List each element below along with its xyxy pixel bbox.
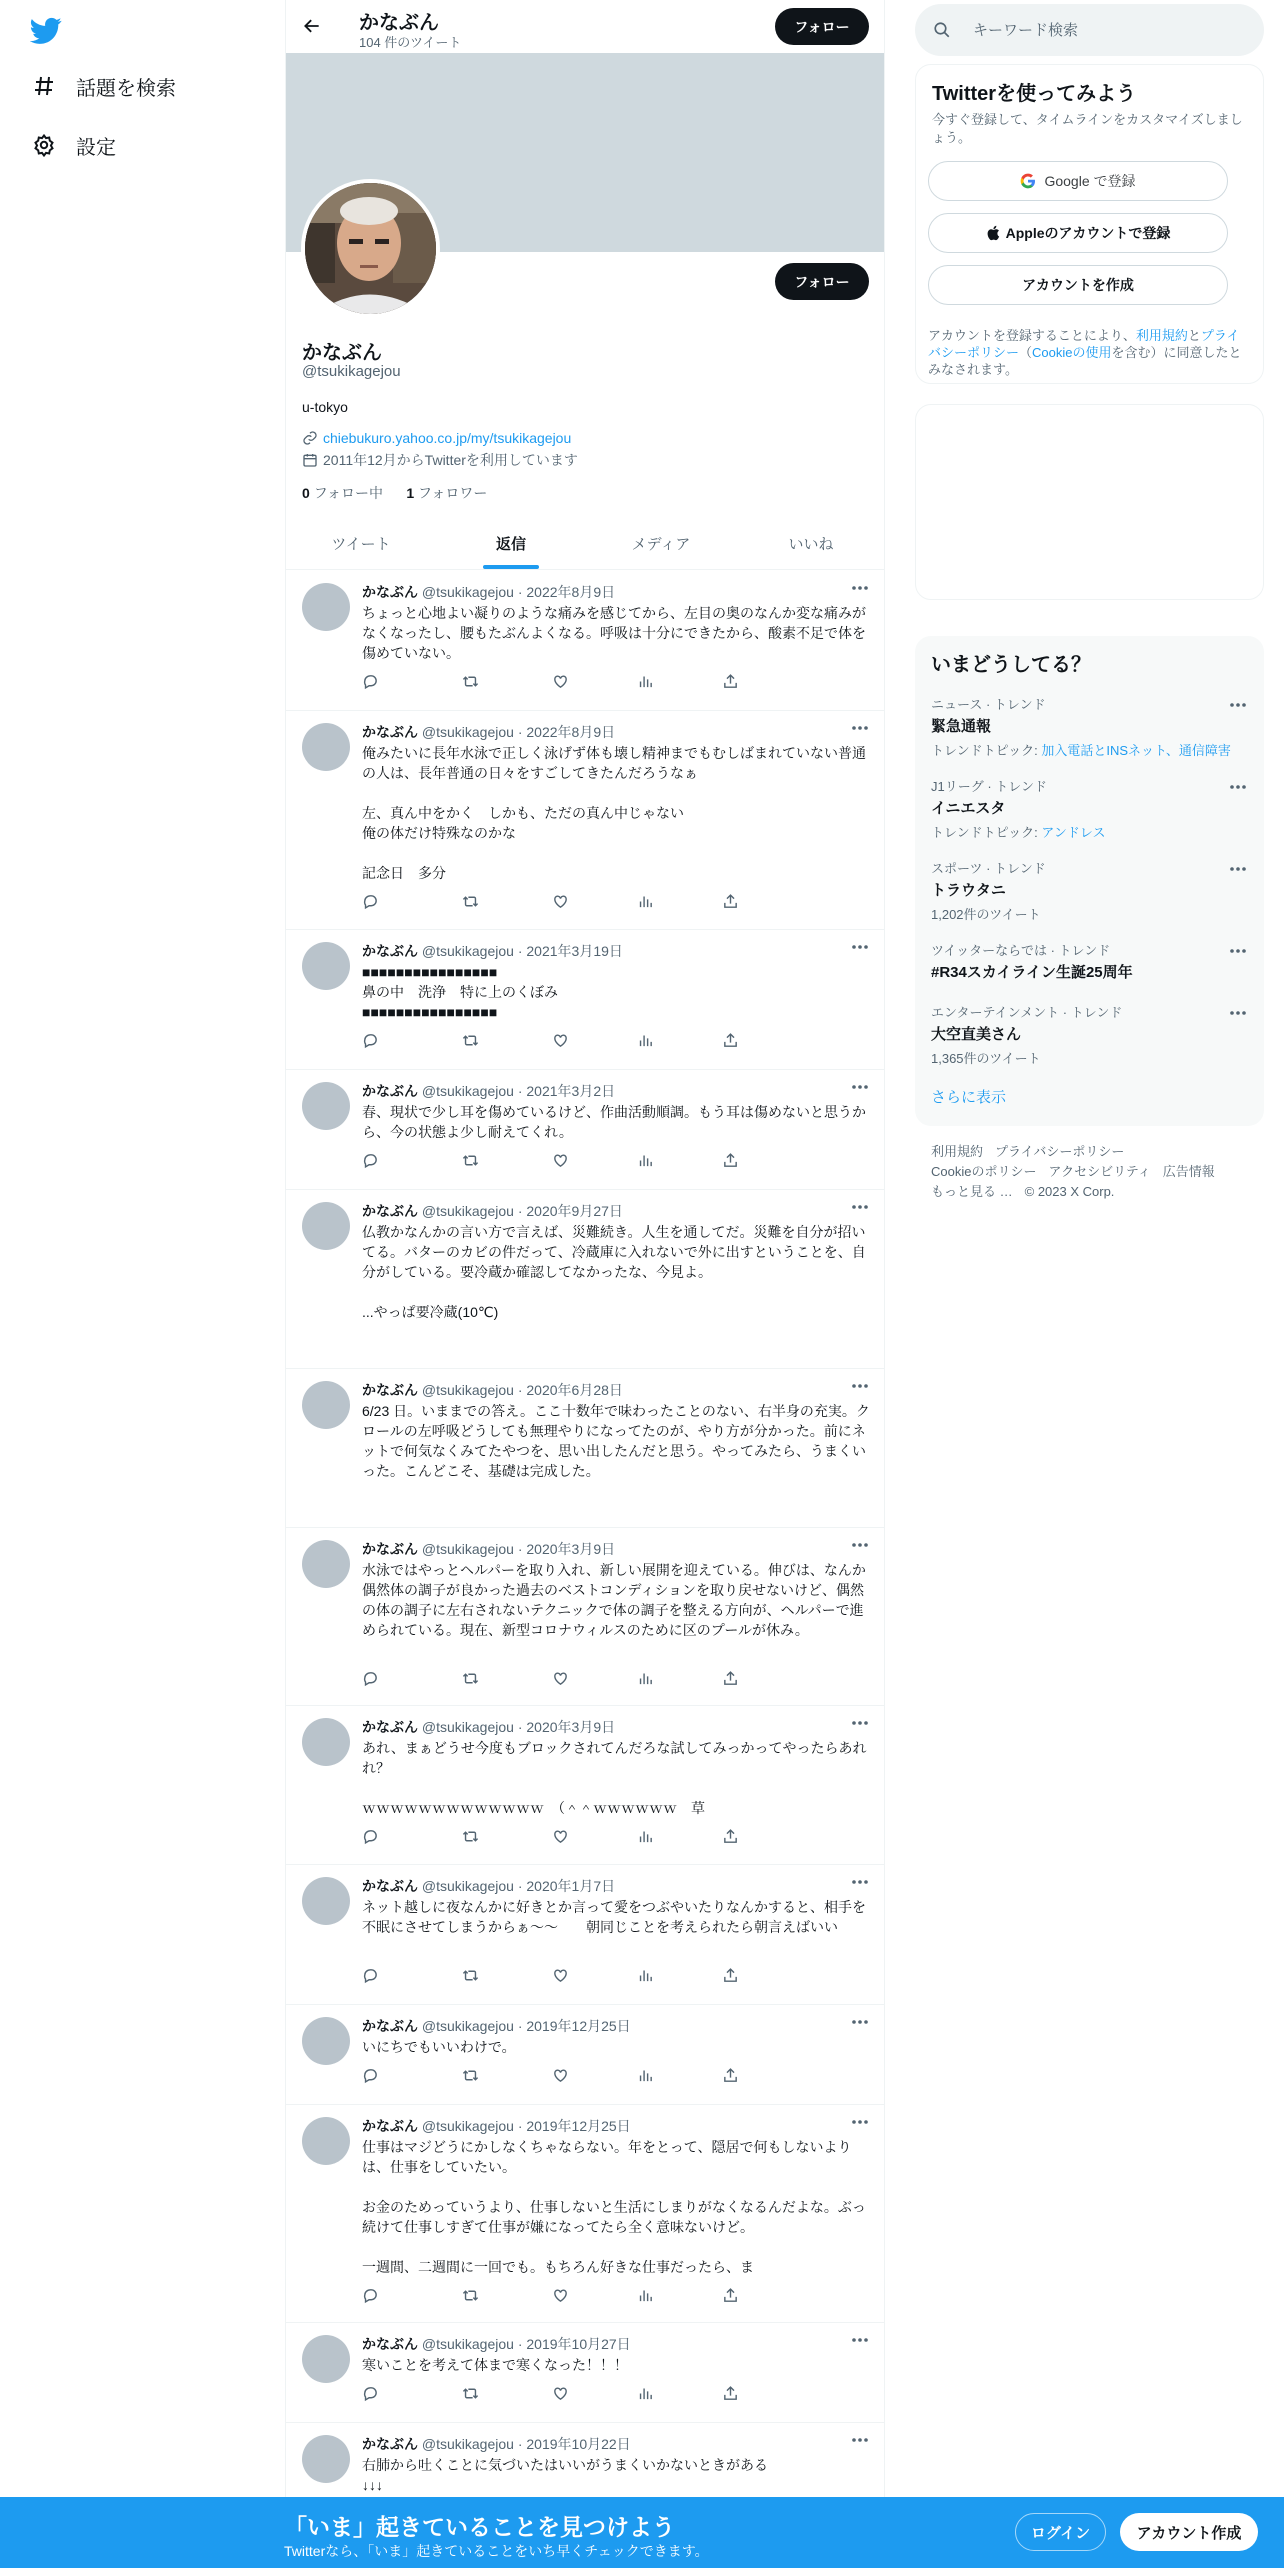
nav-explore[interactable]: [30, 66, 176, 106]
tweet-author-handle[interactable]: @tsukikagejou: [421, 584, 514, 600]
reply-icon[interactable]: [358, 2065, 382, 2085]
tweet-header: かなぶん @tsukikagejou · 2019年12月25日: [362, 2018, 631, 2034]
tweet-author-handle[interactable]: @tsukikagejou: [421, 1203, 514, 1219]
login-button[interactable]: ログイン: [1015, 2513, 1106, 2551]
more-options-icon[interactable]: [850, 2433, 870, 2447]
more-options-icon[interactable]: [1228, 1006, 1248, 1020]
more-options-icon[interactable]: [850, 1875, 870, 1889]
tweet-text: 水泳ではやっとヘルパーを取り入れ、新しい展開を迎えている。伸びは、なんか偶然体の調子が良かった過去のベストコンディションを取り戻せないけど、偶然の体の調子に左右されないテクニックで体の調子を整える方向が、ヘルパーで進められている。現在、新型コロナウィルスのために区のプールが休み。: [362, 1562, 866, 1638]
footer-link-cookie[interactable]: Cookieのポリシー: [931, 1164, 1037, 1179]
tweet-author-name[interactable]: かなぶん: [362, 1719, 418, 1735]
tweet-avatar[interactable]: [302, 1877, 350, 1925]
like-icon[interactable]: [548, 671, 572, 691]
tweet-avatar[interactable]: [302, 1718, 350, 1766]
tweet-header: かなぶん @tsukikagejou · 2019年10月22日: [362, 2436, 631, 2452]
profile-name: かなぶん: [302, 342, 382, 364]
profile-website-link[interactable]: chiebukuro.yahoo.co.jp/my/tsukikagejou: [323, 430, 572, 446]
tweet-text: 寒いことを考えて体まで寒くなった！！！: [362, 2357, 628, 2373]
trend-name: #R34スカイライン生誕25周年: [931, 964, 1133, 981]
tweet[interactable]: [286, 571, 885, 711]
profile-joined-row: [302, 450, 578, 470]
profile-handle: @tsukikagejou: [302, 363, 401, 380]
more-options-icon[interactable]: [850, 1716, 870, 1730]
share-icon[interactable]: [718, 1150, 742, 1170]
retweet-icon[interactable]: [458, 891, 482, 911]
tweet-date[interactable]: 2019年10月27日: [526, 2336, 631, 2352]
tweet-author-handle[interactable]: @tsukikagejou: [421, 1878, 514, 1894]
tweet-author-name[interactable]: かなぶん: [362, 2018, 418, 2034]
tweet[interactable]: [286, 1369, 885, 1528]
views-icon[interactable]: [633, 2065, 657, 2085]
tweet-author-handle[interactable]: @tsukikagejou: [421, 1719, 514, 1735]
tweet-avatar[interactable]: [302, 583, 350, 631]
tweet-author-name[interactable]: かなぶん: [362, 2336, 418, 2352]
views-icon[interactable]: [633, 1668, 657, 1688]
tweet-avatar[interactable]: [302, 2017, 350, 2065]
trend-name: イニエスタ: [931, 800, 1006, 817]
retweet-icon[interactable]: [458, 1030, 482, 1050]
following-link[interactable]: 0 フォロー中: [302, 485, 383, 501]
views-icon[interactable]: [633, 1965, 657, 1985]
apple-signup-button[interactable]: [928, 213, 1228, 253]
tweet[interactable]: [286, 1528, 885, 1706]
tweet-header: かなぶん @tsukikagejou · 2020年9月27日: [362, 1203, 623, 1219]
signup-title: Twitterを使ってみよう: [932, 83, 1137, 105]
header-name: かなぶん: [359, 12, 439, 34]
tweet-author-name[interactable]: かなぶん: [362, 943, 418, 959]
google-signup-label: Google で登録: [1044, 173, 1136, 189]
tweet-header: かなぶん @tsukikagejou · 2022年8月9日: [362, 584, 616, 600]
trend-category: エンターテインメント · トレンド: [931, 1005, 1123, 1020]
like-icon[interactable]: [548, 891, 572, 911]
tweet-author-name[interactable]: かなぶん: [362, 1203, 418, 1219]
nav-explore-label: 話題を検索: [76, 77, 176, 100]
more-options-icon[interactable]: [850, 2115, 870, 2129]
trend-name: 緊急通報: [931, 718, 992, 735]
right-sidebar: [885, 0, 1284, 2568]
tweet-text: 俺みたいに長年水泳で正しく泳げず体も壊し精神までもむしばまれていない普通の人は、長年普通の日々をすごしてきたんだろうなぁ 左、真ん中をかく しかも、ただの真ん中じゃない 俺の体だけ特殊なのかな 記念日 多分: [362, 745, 866, 881]
tweet-actions: [358, 2383, 798, 2403]
like-icon[interactable]: [548, 1030, 572, 1050]
more-options-icon[interactable]: [850, 1379, 870, 1393]
tweet-author-handle[interactable]: @tsukikagejou: [421, 943, 514, 959]
followers-link[interactable]: 1 フォロワー: [406, 485, 488, 501]
tweet-header: かなぶん @tsukikagejou · 2020年6月28日: [362, 1382, 623, 1398]
share-icon[interactable]: [718, 891, 742, 911]
share-icon[interactable]: [718, 1668, 742, 1688]
retweet-icon[interactable]: [458, 1150, 482, 1170]
tweet-header: かなぶん @tsukikagejou · 2020年1月7日: [362, 1878, 616, 1894]
hashtag-icon: [30, 72, 58, 100]
tweet-actions: [358, 2065, 798, 2085]
views-icon[interactable]: [633, 1826, 657, 1846]
retweet-icon[interactable]: [458, 2285, 482, 2305]
tweet-author-handle[interactable]: @tsukikagejou: [421, 2336, 514, 2352]
more-options-icon[interactable]: [850, 1080, 870, 1094]
share-icon[interactable]: [718, 1826, 742, 1846]
tweet-date[interactable]: 2020年3月9日: [526, 1719, 616, 1735]
tweet-avatar[interactable]: [302, 2117, 350, 2165]
share-icon[interactable]: [718, 2285, 742, 2305]
tweet-author-name[interactable]: かなぶん: [362, 2118, 418, 2134]
tweet[interactable]: [286, 2105, 885, 2323]
tweet-date[interactable]: 2022年8月9日: [526, 584, 616, 600]
tweet-avatar[interactable]: [302, 1381, 350, 1429]
reply-icon[interactable]: [358, 891, 382, 911]
views-icon[interactable]: [633, 891, 657, 911]
profile-header-bar: [286, 0, 885, 53]
reply-icon[interactable]: [358, 1668, 382, 1688]
search-box[interactable]: [915, 4, 1264, 56]
bottom-bar-subtitle: Twitterなら、「いま」起きていることをいち早くチェックできます。: [284, 2543, 709, 2559]
tweet-text: 春、現状で少し耳を傷めているけど、作曲活動順調。もう耳は傷めないと思うから、今の状態よ少し耐えてくれ。: [362, 1104, 866, 1140]
retweet-icon[interactable]: [458, 2065, 482, 2085]
tweet-date[interactable]: 2021年3月19日: [526, 943, 623, 959]
like-icon[interactable]: [548, 2065, 572, 2085]
main-column: [285, 0, 885, 2568]
trend-category: ツイッターならでは · トレンド: [931, 943, 1111, 958]
like-icon[interactable]: [548, 1826, 572, 1846]
tweet-actions: [358, 2285, 798, 2305]
tweet-date[interactable]: 2022年8月9日: [526, 724, 616, 740]
like-icon[interactable]: [548, 1965, 572, 1985]
nav-settings-label: 設定: [76, 136, 116, 159]
tweet-text: 6/23 日。いままでの答え。ここ十数年で味わったことのない、右半身の充実。クロールの左呼吸どうしても無理やりになってたのが、やり方が分かった。前にネットで何気なくみてたやつを、思い出したんだと思う。やってみたら、うまくいった。こんどこそ、基礎は完成した。: [362, 1403, 870, 1479]
reply-icon[interactable]: [358, 1826, 382, 1846]
trend-topic-row: トレンドトピック: アンドレス: [931, 825, 1106, 840]
trend-name: 大空直美さん: [931, 1026, 1022, 1043]
profile-follow-button[interactable]: フォロー: [775, 263, 869, 300]
tweet-date[interactable]: 2020年1月7日: [526, 1878, 616, 1894]
tweet-author-name[interactable]: かなぶん: [362, 2436, 418, 2452]
profile-tabs: [286, 517, 885, 570]
retweet-icon[interactable]: [458, 671, 482, 691]
profile-stats: [302, 483, 487, 503]
tweet-header: かなぶん @tsukikagejou · 2019年10月27日: [362, 2336, 631, 2352]
retweet-icon[interactable]: [458, 1668, 482, 1688]
share-icon[interactable]: [718, 2065, 742, 2085]
bottom-bar-title: 「いま」起きていることを見つけよう: [284, 2514, 675, 2540]
retweet-icon[interactable]: [458, 1965, 482, 1985]
retweet-icon[interactable]: [458, 2383, 482, 2403]
reply-icon[interactable]: [358, 1150, 382, 1170]
nav-settings[interactable]: [30, 125, 116, 165]
tweet-actions: [358, 1826, 798, 1846]
footer-link-privacy[interactable]: プライバシーポリシー: [995, 1144, 1125, 1159]
more-options-icon[interactable]: [1228, 780, 1248, 794]
trends-title: いまどうしてる？: [931, 654, 1091, 676]
sidebar-footer: [931, 1142, 1251, 1202]
link-icon: [302, 430, 318, 446]
tweet-header: かなぶん @tsukikagejou · 2021年3月2日: [362, 1083, 616, 1099]
footer-link-accessibility[interactable]: アクセシビリティ: [1048, 1164, 1151, 1179]
signup-panel: [915, 64, 1264, 384]
tweet-text: あれ、まぁどうせ今度もブロックされてんだろな試してみっかってやったらあれれ？ ｗｗｗｗｗｗｗｗｗｗｗｗｗ （＾＾ｗｗｗｗｗｗ 草: [362, 1740, 867, 1816]
tweet-author-handle[interactable]: @tsukikagejou: [421, 1083, 514, 1099]
views-icon[interactable]: [633, 1030, 657, 1050]
more-options-icon[interactable]: [850, 721, 870, 735]
left-nav: [0, 0, 285, 2568]
footer-link-terms[interactable]: 利用規約: [931, 1144, 984, 1159]
tweet-actions: [358, 1965, 798, 1985]
trends-panel: [915, 636, 1264, 1126]
terms-link[interactable]: 利用規約: [1135, 328, 1188, 343]
tweet-author-name[interactable]: かなぶん: [362, 1541, 418, 1557]
retweet-icon[interactable]: [458, 1826, 482, 1846]
like-icon[interactable]: [548, 1668, 572, 1688]
tweet-author-handle[interactable]: @tsukikagejou: [421, 2118, 514, 2134]
tweet-author-name[interactable]: かなぶん: [362, 724, 418, 740]
footer-link-more[interactable]: もっと見る …: [931, 1184, 1013, 1199]
tweet-author-handle[interactable]: @tsukikagejou: [421, 1541, 514, 1557]
more-options-icon[interactable]: [850, 1538, 870, 1552]
tweet[interactable]: [286, 1865, 885, 2005]
share-icon[interactable]: [718, 2383, 742, 2403]
search-icon: [933, 21, 951, 39]
tweet[interactable]: [286, 930, 885, 1070]
tweet-actions: [358, 1030, 798, 1050]
share-icon[interactable]: [718, 1030, 742, 1050]
trend-item[interactable]: [931, 694, 1248, 759]
tweet-author-handle[interactable]: @tsukikagejou: [421, 1382, 514, 1398]
views-icon[interactable]: [633, 671, 657, 691]
tweet[interactable]: [286, 1706, 885, 1865]
like-icon[interactable]: [548, 2285, 572, 2305]
tweet-text: ■■■■■■■■■■■■■■■■ 鼻の中 洗浄 特に上のくぼみ ■■■■■■■■■■■■■■■■: [362, 964, 558, 1020]
more-options-icon[interactable]: [850, 2333, 870, 2347]
tweet-date[interactable]: 2020年6月28日: [526, 1382, 623, 1398]
tweet[interactable]: [286, 2005, 885, 2105]
tab-replies[interactable]: 返信: [436, 517, 586, 569]
tweet-header: かなぶん @tsukikagejou · 2020年3月9日: [362, 1719, 616, 1735]
trend-tweet-count: 1,202件のツイート: [931, 907, 1041, 922]
trend-name: トラウタニ: [931, 882, 1006, 899]
tweet-avatar[interactable]: [302, 1540, 350, 1588]
tweet-avatar[interactable]: [302, 2335, 350, 2383]
tweet-author-name[interactable]: かなぶん: [362, 1083, 418, 1099]
trend-topic-row: トレンドトピック: 加入電話とINSネット、通信障害: [931, 743, 1231, 758]
header-follow-button[interactable]: フォロー: [775, 8, 869, 45]
tweet-author-handle[interactable]: @tsukikagejou: [421, 2018, 514, 2034]
share-icon[interactable]: [718, 671, 742, 691]
tweet-author-handle[interactable]: @tsukikagejou: [421, 724, 514, 740]
tweet-text: いにちでもいいわけで。: [362, 2039, 516, 2055]
tweet-actions: [358, 1668, 798, 1688]
more-options-icon[interactable]: [850, 940, 870, 954]
tweet[interactable]: [286, 711, 885, 930]
apple-icon: [986, 225, 1000, 241]
avatar[interactable]: [301, 179, 440, 318]
search-input[interactable]: [973, 22, 1233, 39]
tweet-header: かなぶん @tsukikagejou · 2020年3月9日: [362, 1541, 616, 1557]
trend-category: ニュース · トレンド: [931, 697, 1046, 712]
tweet-header: かなぶん @tsukikagejou · 2019年12月25日: [362, 2118, 631, 2134]
more-options-icon[interactable]: [1228, 862, 1248, 876]
reply-icon[interactable]: [358, 2383, 382, 2403]
privacy-link[interactable]: プライバシーポリシー: [928, 328, 1240, 360]
header-tweet-count: 104 件のツイート: [359, 35, 462, 50]
google-signup-button[interactable]: [928, 161, 1228, 201]
more-options-icon[interactable]: [850, 2015, 870, 2029]
tweet-avatar[interactable]: [302, 2435, 350, 2483]
trend-item[interactable]: [931, 940, 1248, 982]
tweet-avatar[interactable]: [302, 1082, 350, 1130]
profile-bio: u-tokyo: [302, 399, 348, 415]
reply-icon[interactable]: [358, 1965, 382, 1985]
tweet-avatar[interactable]: [302, 1202, 350, 1250]
trends-show-more-link[interactable]: さらに表示: [931, 1089, 1007, 1106]
trend-topic-link[interactable]: アンドレス: [1041, 825, 1106, 840]
tweet-text: ちょっと心地よい凝りのような痛みを感じてから、左目の奥のなんか変な痛みがなくなったし、腰もたぶんよくなる。呼吸は十分にできたから、酸素不足で体を傷めていない。: [362, 605, 866, 661]
tweet-avatar[interactable]: [302, 723, 350, 771]
tab-likes[interactable]: いいね: [788, 535, 834, 553]
views-icon[interactable]: [633, 2285, 657, 2305]
tweet[interactable]: [286, 1070, 885, 1190]
reply-icon[interactable]: [358, 1030, 382, 1050]
tab-media[interactable]: メディア: [631, 535, 691, 553]
tweet-actions: [358, 891, 798, 911]
more-options-icon[interactable]: [850, 1200, 870, 1214]
back-arrow-icon[interactable]: [298, 12, 326, 40]
more-options-icon[interactable]: [850, 581, 870, 595]
cookie-link[interactable]: Cookieの使用: [1032, 345, 1112, 360]
like-icon[interactable]: [548, 2383, 572, 2403]
tweet-text: 仕事はマジどうにかしなくちゃならない。年をとって、隠居で何もしないよりは、仕事をしていたい。 お金のためっていうより、仕事しないと生活にしまりがなくなるんだよな。ぶっ続けて仕事しすぎて仕事が嫌になってたら全く意味ないけど。 一週間、二週間に一回でも。もちろん好きな仕事だったら、ま: [362, 2139, 866, 2275]
tweet-text: ネット越しに夜なんかに好きとか言って愛をつぶやいたりなんかすると、相手を不眠にさせてしまうからぁ～～ 朝同じことを考えられたら朝言えばいい: [362, 1899, 866, 1935]
footer-link-ads[interactable]: 広告情報: [1162, 1164, 1215, 1179]
tweet-date[interactable]: 2020年9月27日: [526, 1203, 623, 1219]
trend-category: スポーツ · トレンド: [931, 861, 1046, 876]
trend-category: J1リーグ · トレンド: [931, 779, 1047, 794]
reply-icon[interactable]: [358, 2285, 382, 2305]
views-icon[interactable]: [633, 2383, 657, 2403]
tweet-date[interactable]: 2019年10月22日: [526, 2436, 631, 2452]
tweet-header: かなぶん @tsukikagejou · 2022年8月9日: [362, 724, 616, 740]
share-icon[interactable]: [718, 1965, 742, 1985]
tweet[interactable]: [286, 2323, 885, 2423]
tweet-date[interactable]: 2019年12月25日: [526, 2018, 631, 2034]
tweet-actions: [358, 671, 798, 691]
more-options-icon[interactable]: [1228, 944, 1248, 958]
trend-item[interactable]: [931, 776, 1248, 841]
tweet-text: 仏教かなんかの言い方で言えば、災難続き。人生を通してだ。災難を自分が招いてる。バターのカビの件だって、冷蔵庫に入れないで外に出すということを、自分がしている。要冷蔵か確認してなかったな、今見よ。 ...やっぱ要冷蔵(10℃): [362, 1224, 866, 1320]
tweet-date[interactable]: 2021年3月2日: [526, 1083, 616, 1099]
signup-button[interactable]: アカウント作成: [1120, 2513, 1258, 2551]
tweet-date[interactable]: 2019年12月25日: [526, 2118, 631, 2134]
tweet-author-name[interactable]: かなぶん: [362, 1878, 418, 1894]
signup-legal-text: アカウントを登録することにより、利用規約とプライバシーポリシー（Cookieの使用を含む）に同意したとみなされます。: [928, 328, 1242, 377]
create-account-button[interactable]: アカウントを作成: [928, 265, 1228, 305]
twitter-bird-icon[interactable]: [30, 14, 62, 46]
tweet-text: 右肺から吐くことに気づいたはいいがうまくいかないときがある ↓↓↓: [362, 2457, 768, 2493]
trend-topic-link[interactable]: 加入電話とINSネット、通信障害: [1041, 743, 1231, 758]
more-options-icon[interactable]: [1228, 698, 1248, 712]
trend-item[interactable]: [931, 1002, 1248, 1067]
reply-icon[interactable]: [358, 671, 382, 691]
trend-tweet-count: 1,365件のツイート: [931, 1051, 1041, 1066]
tweet-header: かなぶん @tsukikagejou · 2021年3月19日: [362, 943, 623, 959]
tweet-date[interactable]: 2020年3月9日: [526, 1541, 616, 1557]
calendar-icon: [302, 452, 318, 468]
views-icon[interactable]: [633, 1150, 657, 1170]
profile-link-row: [302, 430, 571, 446]
google-g-icon: [1020, 173, 1036, 189]
gear-icon: [30, 131, 58, 159]
footer-copyright: © 2023 X Corp.: [1024, 1184, 1115, 1199]
bottom-signup-bar: [0, 2497, 1284, 2568]
tweet[interactable]: [286, 1190, 885, 1369]
like-icon[interactable]: [548, 1150, 572, 1170]
tweet-actions: [358, 1150, 798, 1170]
tweet-author-name[interactable]: かなぶん: [362, 1382, 418, 1398]
tab-tweets[interactable]: ツイート: [331, 535, 391, 553]
tweet-author-name[interactable]: かなぶん: [362, 584, 418, 600]
tweet-avatar[interactable]: [302, 942, 350, 990]
signup-subtitle: 今すぐ登録して、タイムラインをカスタマイズしましょう。: [932, 112, 1243, 145]
empty-panel: [915, 404, 1264, 600]
tweet-author-handle[interactable]: @tsukikagejou: [421, 2436, 514, 2452]
trend-item[interactable]: [931, 858, 1248, 923]
apple-signup-label: Appleのアカウントで登録: [1005, 225, 1171, 241]
profile-joined-date: 2011年12月からTwitterを利用しています: [323, 452, 578, 468]
